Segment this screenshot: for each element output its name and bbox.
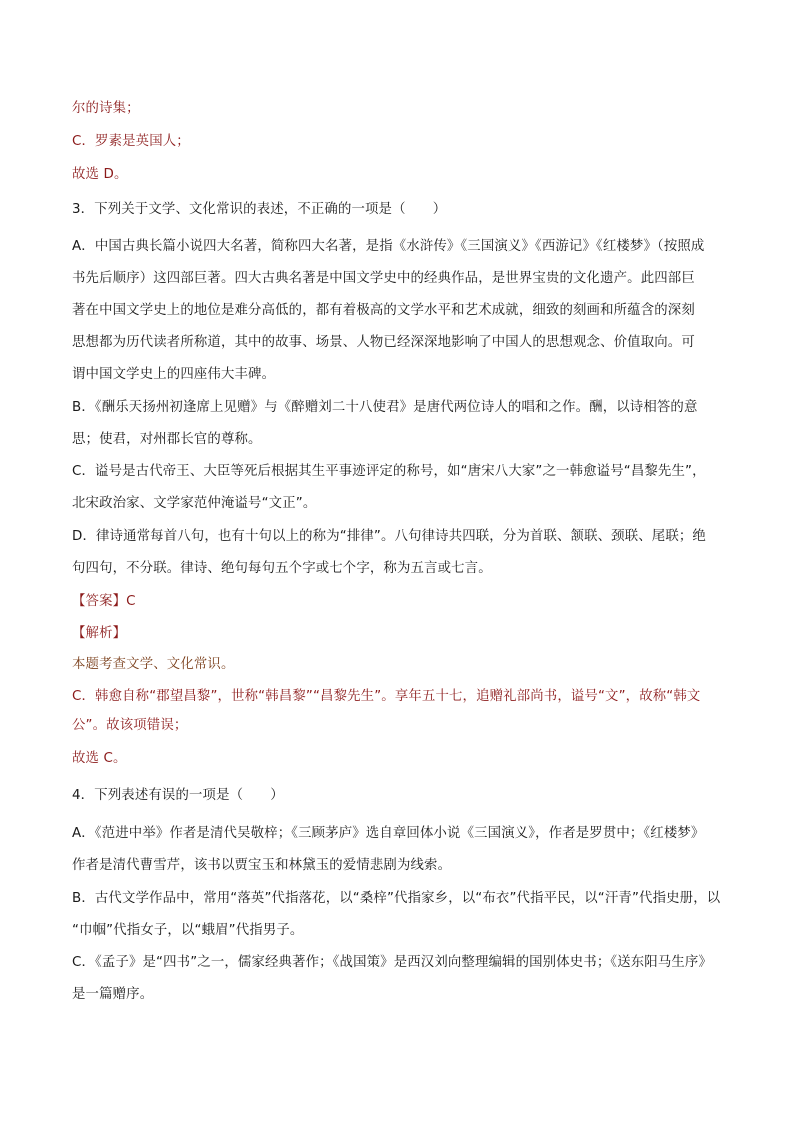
q3-choose: 故选 C。 [72, 751, 127, 766]
q4-option-c-line1: C．《孟子》是“四书”之一，儒家经典著作；《战国策》是西汉刘向整理编辑的国别体史书；《送东阳马生序》 [72, 955, 712, 970]
q4-option-b-line1: B．古代文学作品中，常用“落英”代指落花，以“桑梓”代指家乡，以“布衣”代指平民，以“汗青”代指史册，以 [72, 891, 721, 906]
q3-option-d-line1: D．律诗通常每首八句，也有十句以上的称为“排律”。八句律诗共四联，分为首联、颔联、颈联、尾联；绝 [72, 529, 706, 544]
answer-choose-line: 故选 D。 [72, 167, 128, 182]
q3-option-a-line2: 书先后顺序）这四部巨著。四大古典名著是中国文学史中的经典作品，是世界宝贵的文化遗产。此四部巨 [72, 271, 695, 286]
q3-option-a-line5: 谓中国文学史上的四座伟大丰碑。 [72, 367, 276, 382]
q3-option-d-line2: 句四句，不分联。律诗、绝句每句五个字或七个字，称为五言或七言。 [72, 561, 492, 576]
q3-option-b-line1: B．《酬乐天扬州初逢席上见赠》与《醉赠刘二十八使君》是唐代两位诗人的唱和之作。酬，以诗相答的意 [72, 400, 698, 415]
question-4-stem: 4．下列表述有误的一项是（ ） [72, 788, 284, 803]
q4-option-c-line2: 是一篇赠序。 [72, 987, 154, 1002]
q3-analysis-line2: C．韩愈自称“郡望昌黎”，世称“韩昌黎”“昌黎先生”。享年五十七，追赠礼部尚书，谥号“文”，故称“韩文 [72, 689, 701, 704]
q3-answer: 【答案】C [72, 594, 136, 609]
q4-option-b-line2: “巾帼”代指女子，以“蛾眉”代指男子。 [72, 923, 304, 938]
q3-option-a-line1: A．中国古典长篇小说四大名著，简称四大名著，是指《水浒传》《三国演义》《西游记》《红楼梦》（按照成 [72, 239, 705, 254]
answer-continuation-line: 尔的诗集； [72, 101, 140, 116]
q4-option-a-line2: 作者是清代曹雪芹，该书以贾宝玉和林黛玉的爱情悲剧为线索。 [72, 858, 452, 873]
q3-option-c-line2: 北宋政治家、文学家范仲淹谥号“文正”。 [72, 496, 317, 511]
answer-option-c-note: C．罗素是英国人； [72, 134, 190, 149]
q3-analysis-line3: 公”。故该项错误； [72, 718, 188, 733]
q4-option-a-line1: A．《范进中举》作者是清代吴敬梓；《三顾茅庐》选自章回体小说《三国演义》，作者是罗贯中；《红楼梦》 [72, 826, 705, 841]
q3-option-a-line4: 思想都为历代读者所称道，其中的故事、场景、人物已经深深地影响了中国人的思想观念、价值取向。可 [72, 335, 695, 350]
q3-option-b-line2: 思；使君，对州郡长官的尊称。 [72, 432, 262, 447]
question-3-stem: 3．下列关于文学、文化常识的表述，不正确的一项是（ ） [72, 202, 447, 217]
q3-analysis-tag: 【解析】 [72, 626, 127, 641]
q3-option-c-line1: C．谥号是古代帝王、大臣等死后根据其生平事迹评定的称号，如“唐宋八大家”之一韩愈谥号“昌黎先生”， [72, 464, 706, 479]
q3-option-a-line3: 著在中国文学史上的地位是难分高低的，都有着极高的文学水平和艺术成就，细致的刻画和所蕴含的深刻 [72, 303, 695, 318]
q3-analysis-line1: 本题考查文学、文化常识。 [72, 657, 235, 672]
